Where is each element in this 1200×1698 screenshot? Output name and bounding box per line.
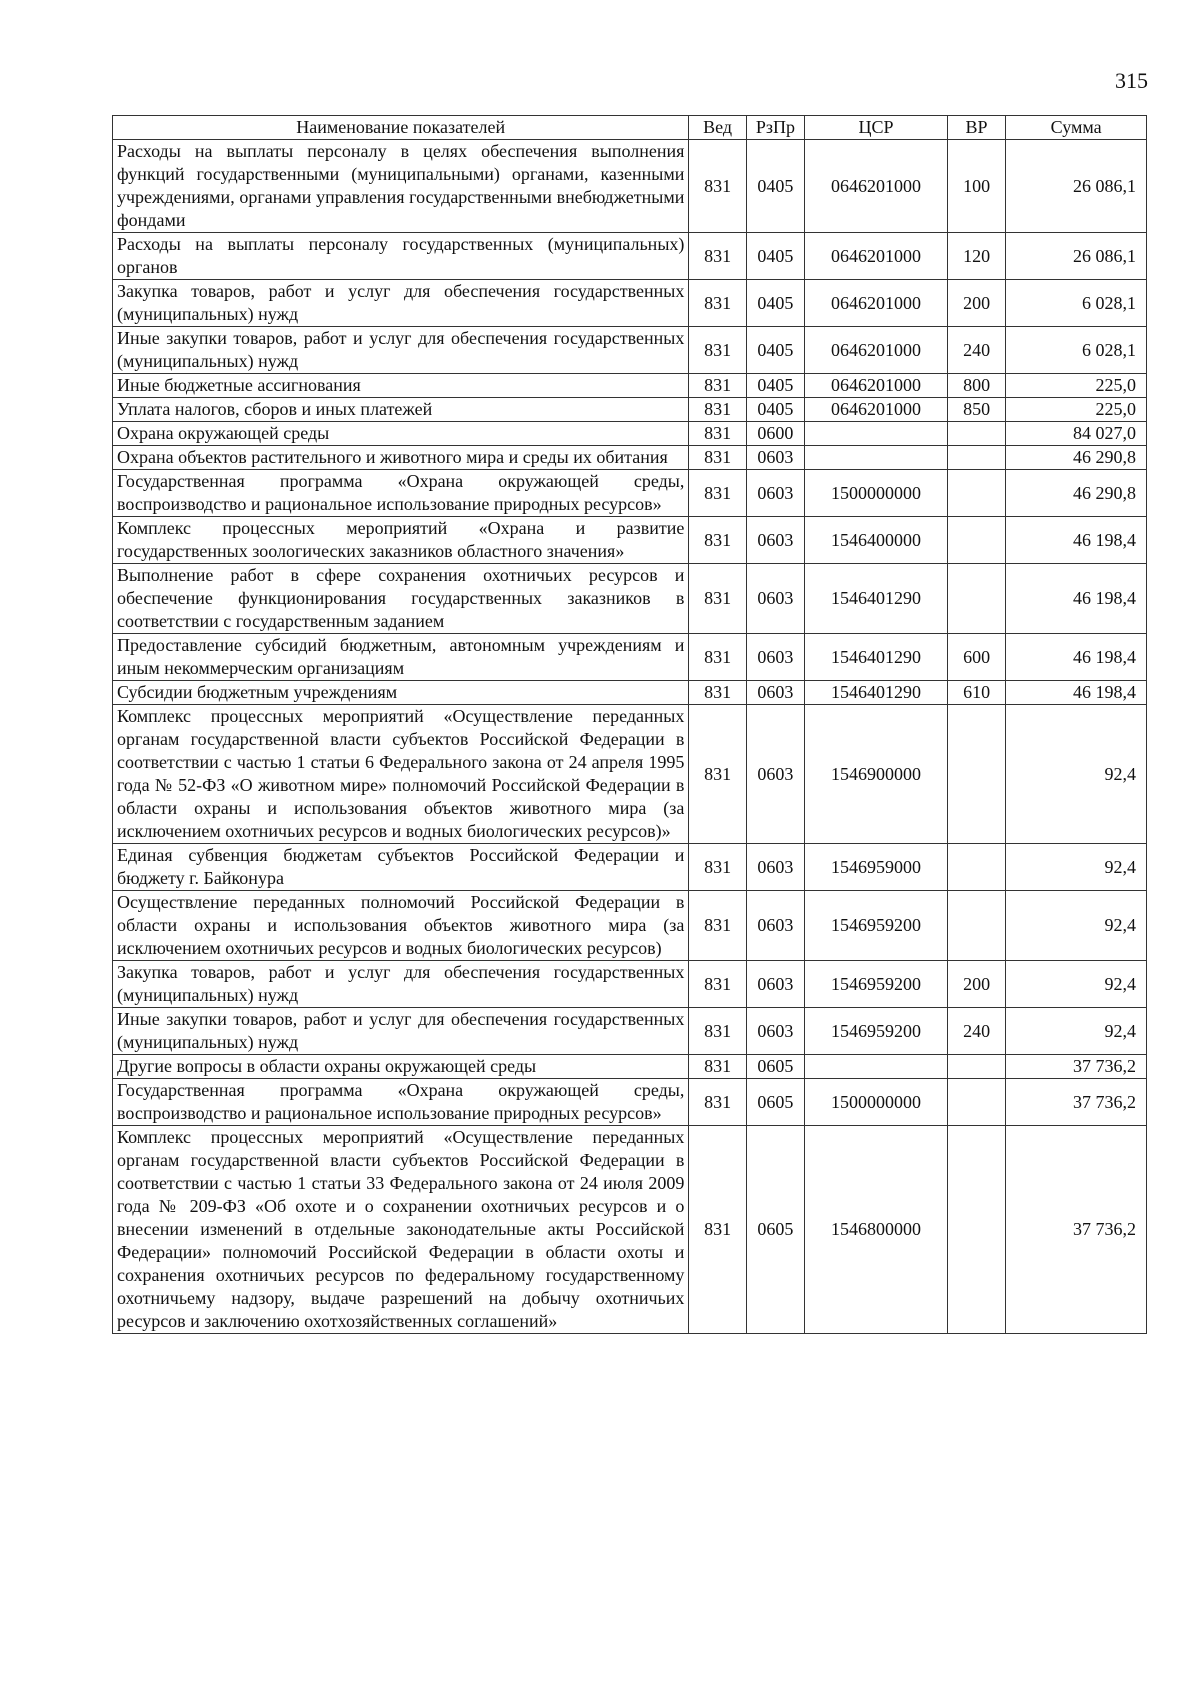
row-ved-cell: 831 (689, 634, 746, 681)
row-name-cell: Закупка товаров, работ и услуг для обеспечения государственных (муниципальных) нужд (113, 280, 689, 327)
row-csr-cell: 1546959200 (805, 891, 948, 961)
row-rzpr-cell: 0405 (746, 374, 804, 398)
row-rzpr-cell: 0605 (746, 1126, 804, 1334)
table-row (113, 327, 1147, 374)
row-rzpr-cell: 0405 (746, 140, 804, 233)
row-ved-cell: 831 (689, 564, 746, 634)
row-vr-cell (947, 844, 1005, 891)
table-row (113, 233, 1147, 280)
row-name-cell: Государственная программа «Охрана окружающей среды, воспроизводство и рациональное использование природных ресурсов» (113, 1079, 689, 1126)
row-vr-cell (947, 446, 1005, 470)
row-ved-cell: 831 (689, 446, 746, 470)
table-row (113, 422, 1147, 446)
table-row (113, 374, 1147, 398)
row-rzpr-cell: 0603 (746, 446, 804, 470)
row-ved-cell: 831 (689, 1055, 746, 1079)
row-sum-cell: 92,4 (1006, 1008, 1147, 1055)
header-name: Наименование показателей (113, 116, 689, 140)
row-name-cell: Комплекс процессных мероприятий «Осуществление переданных органам государственной власти субъектов Российской Федерации в соответствии с частью 1 статьи 33 Федерального закона от 24 июля 2009 года № 209-ФЗ «Об охоте и о сохранении охотничьих ресурсов и о внесении изменений в отдельные законодательные акты Российской Федерации» полномочий Российской Федерации в области охоты и сохранения охотничьих ресурсов по федеральному государственному охотничьему надзору, выдаче разрешений на добычу охотничьих ресурсов и заключению охотхозяйственных соглашений» (113, 1126, 689, 1334)
row-vr-cell: 610 (947, 681, 1005, 705)
row-csr-cell: 1546959200 (805, 1008, 948, 1055)
row-csr-cell: 0646201000 (805, 374, 948, 398)
row-csr-cell: 1546401290 (805, 634, 948, 681)
row-csr-cell (805, 422, 948, 446)
row-name-cell: Государственная программа «Охрана окружающей среды, воспроизводство и рациональное использование природных ресурсов» (113, 470, 689, 517)
row-ved-cell: 831 (689, 327, 746, 374)
row-rzpr-cell: 0603 (746, 961, 804, 1008)
row-ved-cell: 831 (689, 280, 746, 327)
row-name-cell: Предоставление субсидий бюджетным, автономным учреждениям и иным некоммерческим организациям (113, 634, 689, 681)
row-ved-cell: 831 (689, 398, 746, 422)
row-name-cell: Комплекс процессных мероприятий «Охрана и развитие государственных зоологических заказников областного значения» (113, 517, 689, 564)
table-row (113, 280, 1147, 327)
row-sum-cell: 46 198,4 (1006, 634, 1147, 681)
row-ved-cell: 831 (689, 140, 746, 233)
row-vr-cell (947, 517, 1005, 564)
row-name-cell: Охрана объектов растительного и животного мира и среды их обитания (113, 446, 689, 470)
row-name-cell: Охрана окружающей среды (113, 422, 689, 446)
row-sum-cell: 46 290,8 (1006, 446, 1147, 470)
row-rzpr-cell: 0603 (746, 705, 804, 844)
row-vr-cell: 800 (947, 374, 1005, 398)
row-sum-cell: 84 027,0 (1006, 422, 1147, 446)
row-name-cell: Иные бюджетные ассигнования (113, 374, 689, 398)
row-ved-cell: 831 (689, 470, 746, 517)
header-csr: ЦСР (805, 116, 948, 140)
table-row (113, 1079, 1147, 1126)
row-vr-cell (947, 1126, 1005, 1334)
row-sum-cell: 6 028,1 (1006, 280, 1147, 327)
row-vr-cell: 600 (947, 634, 1005, 681)
row-csr-cell (805, 1055, 948, 1079)
row-vr-cell: 850 (947, 398, 1005, 422)
row-vr-cell: 200 (947, 961, 1005, 1008)
table-row (113, 140, 1147, 233)
row-vr-cell (947, 705, 1005, 844)
row-rzpr-cell: 0603 (746, 891, 804, 961)
row-vr-cell: 240 (947, 1008, 1005, 1055)
row-ved-cell: 831 (689, 844, 746, 891)
row-sum-cell: 46 198,4 (1006, 517, 1147, 564)
row-name-cell: Иные закупки товаров, работ и услуг для обеспечения государственных (муниципальных) нужд (113, 1008, 689, 1055)
row-vr-cell: 100 (947, 140, 1005, 233)
row-name-cell: Расходы на выплаты персоналу государственных (муниципальных) органов (113, 233, 689, 280)
row-csr-cell: 0646201000 (805, 398, 948, 422)
row-csr-cell: 1500000000 (805, 470, 948, 517)
row-sum-cell: 92,4 (1006, 705, 1147, 844)
table-header-row (113, 116, 1147, 140)
row-sum-cell: 46 198,4 (1006, 564, 1147, 634)
row-sum-cell: 6 028,1 (1006, 327, 1147, 374)
table-row (113, 1055, 1147, 1079)
row-sum-cell: 37 736,2 (1006, 1055, 1147, 1079)
row-ved-cell: 831 (689, 1008, 746, 1055)
header-ved: Вед (689, 116, 746, 140)
row-rzpr-cell: 0603 (746, 844, 804, 891)
table-row (113, 634, 1147, 681)
row-name-cell: Иные закупки товаров, работ и услуг для обеспечения государственных (муниципальных) нужд (113, 327, 689, 374)
row-csr-cell: 1546800000 (805, 1126, 948, 1334)
row-csr-cell: 0646201000 (805, 327, 948, 374)
row-name-cell: Субсидии бюджетным учреждениям (113, 681, 689, 705)
row-rzpr-cell: 0603 (746, 564, 804, 634)
row-name-cell: Расходы на выплаты персоналу в целях обеспечения выполнения функций государственными (муниципальными) органами, казенными учреждениями, органами управления государственными внебюджетными фондами (113, 140, 689, 233)
row-name-cell: Осуществление переданных полномочий Российской Федерации в области охраны и использования объектов животного мира (за исключением охотничьих ресурсов и водных биологических ресурсов) (113, 891, 689, 961)
table-row (113, 1126, 1147, 1334)
table-row (113, 446, 1147, 470)
row-csr-cell: 0646201000 (805, 140, 948, 233)
row-rzpr-cell: 0603 (746, 1008, 804, 1055)
row-sum-cell: 92,4 (1006, 961, 1147, 1008)
row-rzpr-cell: 0603 (746, 634, 804, 681)
row-sum-cell: 92,4 (1006, 891, 1147, 961)
row-name-cell: Комплекс процессных мероприятий «Осуществление переданных органам государственной власти субъектов Российской Федерации в соответствии с частью 1 статьи 6 Федерального закона от 24 апреля 1995 года № 52-ФЗ «О животном мире» полномочий Российской Федерации в области охраны и использования объектов животного мира (за исключением охотничьих ресурсов и водных биологических ресурсов)» (113, 705, 689, 844)
row-ved-cell: 831 (689, 233, 746, 280)
row-csr-cell: 1546401290 (805, 564, 948, 634)
row-sum-cell: 46 198,4 (1006, 681, 1147, 705)
row-ved-cell: 831 (689, 1126, 746, 1334)
row-rzpr-cell: 0603 (746, 470, 804, 517)
row-sum-cell: 225,0 (1006, 374, 1147, 398)
row-sum-cell: 225,0 (1006, 398, 1147, 422)
row-ved-cell: 831 (689, 374, 746, 398)
row-ved-cell: 831 (689, 681, 746, 705)
row-name-cell: Единая субвенция бюджетам субъектов Российской Федерации и бюджету г. Байконура (113, 844, 689, 891)
header-vr: ВР (947, 116, 1005, 140)
row-csr-cell: 1546959200 (805, 961, 948, 1008)
row-sum-cell: 46 290,8 (1006, 470, 1147, 517)
row-ved-cell: 831 (689, 422, 746, 446)
table-row (113, 398, 1147, 422)
row-csr-cell: 0646201000 (805, 233, 948, 280)
table-row (113, 961, 1147, 1008)
row-rzpr-cell: 0605 (746, 1079, 804, 1126)
row-rzpr-cell: 0603 (746, 517, 804, 564)
row-sum-cell: 26 086,1 (1006, 233, 1147, 280)
row-name-cell: Закупка товаров, работ и услуг для обеспечения государственных (муниципальных) нужд (113, 961, 689, 1008)
table-row (113, 681, 1147, 705)
row-csr-cell: 1546959000 (805, 844, 948, 891)
row-name-cell: Выполнение работ в сфере сохранения охотничьих ресурсов и обеспечение функционирования государственных заказников в соответствии с государственным заданием (113, 564, 689, 634)
row-csr-cell: 1500000000 (805, 1079, 948, 1126)
row-ved-cell: 831 (689, 891, 746, 961)
row-vr-cell (947, 1079, 1005, 1126)
row-ved-cell: 831 (689, 1079, 746, 1126)
table-row (113, 705, 1147, 844)
table-row (113, 1008, 1147, 1055)
row-vr-cell (947, 1055, 1005, 1079)
row-ved-cell: 831 (689, 961, 746, 1008)
row-csr-cell: 0646201000 (805, 280, 948, 327)
header-sum: Сумма (1006, 116, 1147, 140)
row-csr-cell (805, 446, 948, 470)
row-vr-cell (947, 422, 1005, 446)
row-csr-cell: 1546401290 (805, 681, 948, 705)
table-row (113, 564, 1147, 634)
table-row (113, 470, 1147, 517)
row-name-cell: Уплата налогов, сборов и иных платежей (113, 398, 689, 422)
row-vr-cell (947, 564, 1005, 634)
row-sum-cell: 37 736,2 (1006, 1126, 1147, 1334)
row-ved-cell: 831 (689, 705, 746, 844)
table-body (113, 140, 1147, 1334)
row-vr-cell (947, 891, 1005, 961)
row-rzpr-cell: 0600 (746, 422, 804, 446)
row-rzpr-cell: 0405 (746, 233, 804, 280)
row-csr-cell: 1546900000 (805, 705, 948, 844)
row-csr-cell: 1546400000 (805, 517, 948, 564)
row-rzpr-cell: 0603 (746, 681, 804, 705)
row-name-cell: Другие вопросы в области охраны окружающей среды (113, 1055, 689, 1079)
row-sum-cell: 92,4 (1006, 844, 1147, 891)
row-rzpr-cell: 0605 (746, 1055, 804, 1079)
row-vr-cell: 240 (947, 327, 1005, 374)
row-vr-cell (947, 470, 1005, 517)
page-number: 315 (1115, 68, 1148, 93)
row-ved-cell: 831 (689, 517, 746, 564)
budget-table (112, 115, 1147, 1334)
table-row (113, 517, 1147, 564)
row-rzpr-cell: 0405 (746, 327, 804, 374)
row-rzpr-cell: 0405 (746, 398, 804, 422)
header-rzpr: РзПр (746, 116, 804, 140)
row-vr-cell: 120 (947, 233, 1005, 280)
row-rzpr-cell: 0405 (746, 280, 804, 327)
table-row (113, 891, 1147, 961)
row-vr-cell: 200 (947, 280, 1005, 327)
table-row (113, 844, 1147, 891)
row-sum-cell: 37 736,2 (1006, 1079, 1147, 1126)
row-sum-cell: 26 086,1 (1006, 140, 1147, 233)
